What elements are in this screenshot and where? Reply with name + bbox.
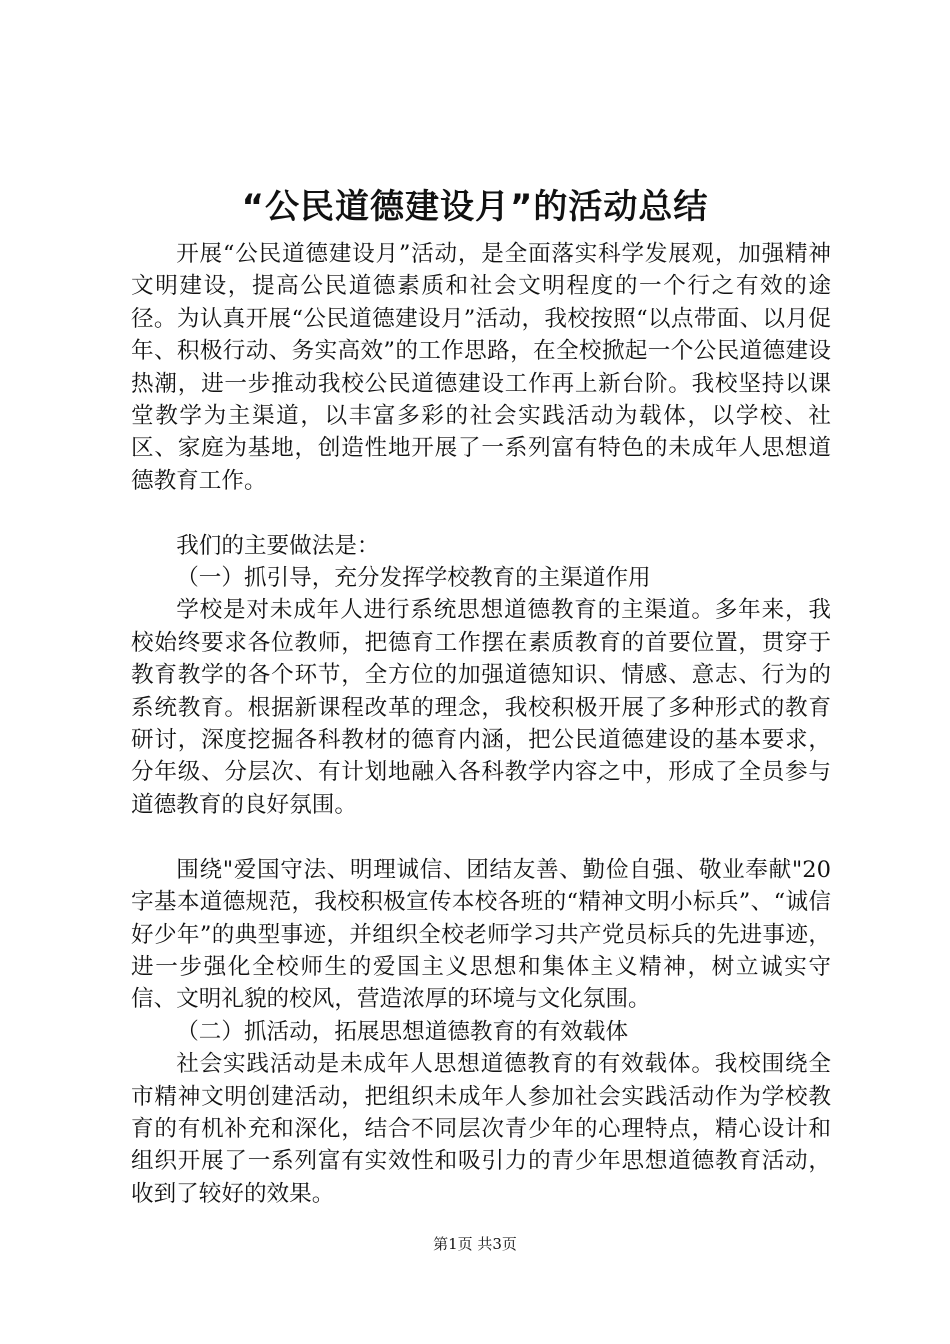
section-heading-2: （二）抓活动，拓展思想道德教育的有效载体	[176, 1018, 629, 1045]
paragraph-methods-lead: 我们的主要做法是：	[176, 532, 380, 559]
paragraph-school-education: 学校是对未成年人进行系统思想道德教育的主渠道。多年来，我校始终要求各位教师，把德育工作摆在素质教育的首要位置，贯穿于教育教学的各个环节，全方位的加强道德知识、情感、意志、行为的系统教育。根据新课程改革的理念，我校积极开展了多种形式的教育研讨，深度挖掘各科教材的德育内涵，把公民道德建设的基本要求，分年级、分层次、有计划地融入各科教学内容之中，形成了全员参与道德教育的良好氛围。	[131, 597, 831, 818]
paragraph-intro: 开展“公民道德建设月”活动，是全面落实科学发展观，加强精神文明建设，提高公民道德素质和社会文明程度的一个行之有效的途径。为认真开展“公民道德建设月”活动，我校按照“以点带面、以月促年、积极行动、务实高效”的工作思路，在全校掀起一个公民道德建设热潮，进一步推动我校公民道德建设工作再上新台阶。我校坚持以课堂教学为主渠道，以丰富多彩的社会实践活动为载体，以学校、社区、家庭为基地，创造性地开展了一系列富有特色的未成年人思想道德教育工作。	[131, 241, 831, 494]
section-heading-1: （一）抓引导，充分发挥学校教育的主渠道作用	[176, 565, 651, 592]
paragraph-moral-norms: 围绕"爱国守法、明理诚信、团结友善、勤俭自强、敬业奉献"20字基本道德规范，我校积极宣传本校各班的“精神文明小标兵”、“诚信好少年”的典型事迹，并组织全校老师学习共产党员标兵的先进事迹，进一步强化全校师生的爱国主义思想和集体主义精神，树立诚实守信、文明礼貌的校风，营造浓厚的环境与文化氛围。	[131, 856, 831, 1013]
page-footer: 第1页 共3页	[433, 1235, 517, 1253]
document-body	[131, 238, 831, 1210]
document-title: “公民道德建设月”的活动总结	[241, 187, 709, 227]
paragraph-social-practice: 社会实践活动是未成年人思想道德教育的有效载体。我校围绕全市精神文明创建活动，把组织未成年人参加社会实践活动作为学校教育的有机补充和深化，结合不同层次青少年的心理特点，精心设计和组织开展了一系列富有实效性和吸引力的青少年思想道德教育活动，收到了较好的效果。	[131, 1051, 831, 1207]
